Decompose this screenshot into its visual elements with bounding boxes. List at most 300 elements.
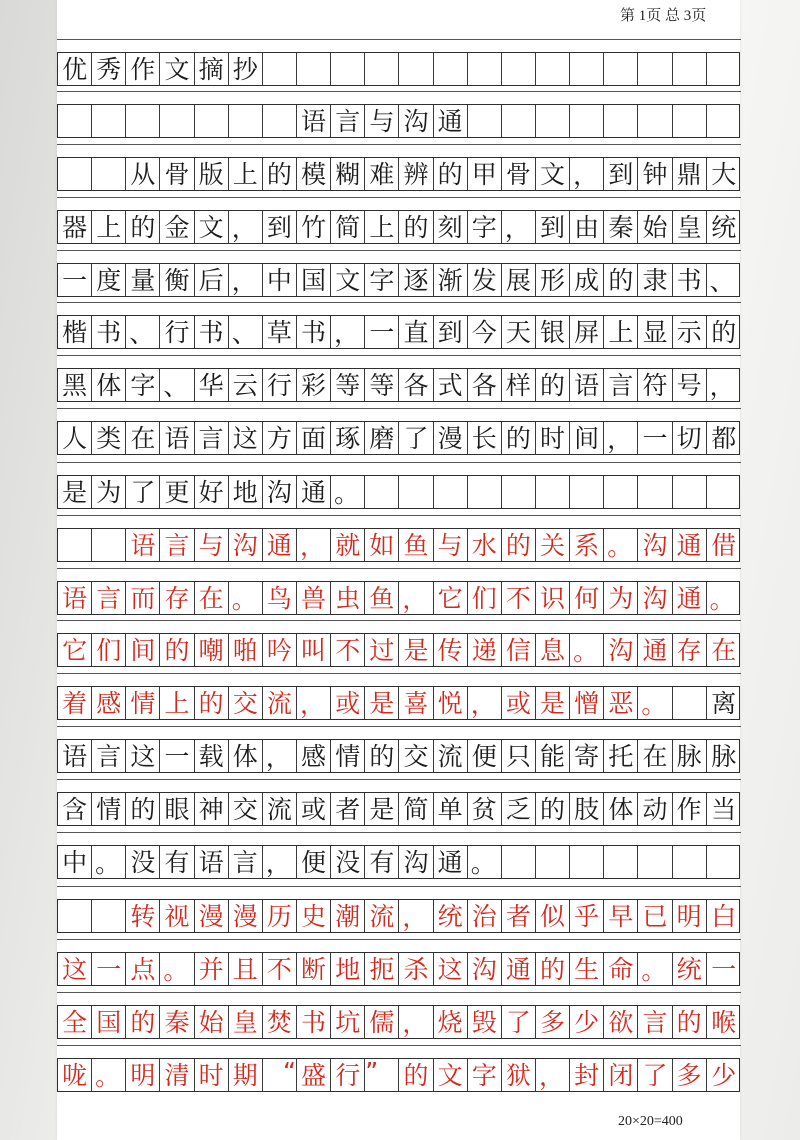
grid-cell: 体 (229, 740, 263, 772)
grid-cell: 与 (365, 105, 399, 137)
grid-cell: 琢 (331, 422, 365, 454)
grid-cell: 封 (570, 1059, 604, 1091)
grid-cell: 沟 (399, 846, 433, 878)
grid-cell (570, 53, 604, 85)
grid-cell: 。 (468, 846, 502, 878)
grid-cell: 关 (536, 529, 570, 561)
grid-row (57, 952, 740, 986)
grid-cell: 能 (536, 740, 570, 772)
grid-cell: 信 (502, 634, 536, 666)
grid-cell: 上 (160, 687, 194, 719)
grid-cell: 是 (365, 793, 399, 825)
grid-cell: 的 (502, 422, 536, 454)
grid-cell: 模 (297, 158, 331, 190)
grid-cell: 嘲 (195, 634, 229, 666)
grid-cell: 展 (502, 264, 536, 296)
grid-cell (297, 53, 331, 85)
grid-cell: 转 (126, 900, 160, 932)
grid-cell (331, 53, 365, 85)
grid-cell: 钟 (638, 158, 672, 190)
grid-cell: 早 (604, 900, 638, 932)
grid-cell: 吟 (263, 634, 297, 666)
grid-cell (195, 105, 229, 137)
grid-cell: 草 (263, 316, 297, 348)
grid-cell: 与 (195, 529, 229, 561)
grid-cell: 坑 (331, 1006, 365, 1038)
grid-row (57, 210, 740, 244)
grid-cell (468, 476, 502, 508)
grid-cell: ” (365, 1059, 399, 1091)
grid-cell: 统 (434, 900, 468, 932)
grid-cell: 了 (399, 422, 433, 454)
grid-cell: 便 (297, 846, 331, 878)
grid-cell: 感 (92, 687, 126, 719)
grid-cell (570, 476, 604, 508)
grid-cell: 多 (673, 1059, 707, 1091)
grid-cell (365, 476, 399, 508)
grid-cell: 直 (399, 316, 433, 348)
grid-cell: 鱼 (365, 582, 399, 614)
grid-cell: 。 (229, 582, 263, 614)
grid-cell: 眼 (160, 793, 194, 825)
grid-row (57, 899, 740, 933)
grid-cell: 虫 (331, 582, 365, 614)
grid-cell: 交 (399, 740, 433, 772)
grid-cell: 的 (536, 369, 570, 401)
grid-cell (570, 846, 604, 878)
grid-cell: 沟 (399, 105, 433, 137)
grid-cell: 书 (673, 264, 707, 296)
grid-cell (638, 105, 672, 137)
grid-cell: 言 (195, 422, 229, 454)
grid-cell: 间 (126, 634, 160, 666)
grid-cell: 是 (399, 634, 433, 666)
grid-cell: 。 (92, 1059, 126, 1091)
grid-cell: 或 (297, 793, 331, 825)
grid-cell: 骨 (502, 158, 536, 190)
grid-cell: 恶 (604, 687, 638, 719)
grid-cell: 语 (126, 529, 160, 561)
grid-cell (536, 105, 570, 137)
grid-cell: 书 (297, 1006, 331, 1038)
grid-cell: 字 (126, 369, 160, 401)
grid-cell: 糊 (331, 158, 365, 190)
grid-cell: 在 (126, 422, 160, 454)
grid-cell: ， (502, 211, 536, 243)
grid-cell: 啪 (229, 634, 263, 666)
grid-cell: 不 (263, 953, 297, 985)
grid-cell (638, 476, 672, 508)
grid-cell: 存 (160, 582, 194, 614)
grid-cell: 有 (160, 846, 194, 878)
grid-cell: 秦 (604, 211, 638, 243)
grid-cell: 。 (570, 634, 604, 666)
grid-cell: 黑 (58, 369, 92, 401)
grid-cell: 传 (434, 634, 468, 666)
grid-cell: 治 (468, 900, 502, 932)
grid-capacity-label: 20×20=400 (618, 1114, 683, 1129)
grid-cell: ， (263, 846, 297, 878)
grid-cell: 行 (331, 1059, 365, 1091)
grid-cell: 骨 (160, 158, 194, 190)
grid-cell: 潮 (331, 900, 365, 932)
grid-cell: 的 (160, 634, 194, 666)
grid-cell: 方 (263, 422, 297, 454)
grid-cell: 间 (570, 422, 604, 454)
grid-cell: 着 (58, 687, 92, 719)
grid-cell: 显 (638, 316, 672, 348)
grid-cell: 人 (58, 422, 92, 454)
grid-cell: 情 (126, 687, 160, 719)
grid-cell: 各 (399, 369, 433, 401)
grid-cell: 行 (160, 316, 194, 348)
grid-cell (434, 476, 468, 508)
grid-cell: 断 (297, 953, 331, 985)
grid-cell: 语 (58, 740, 92, 772)
grid-cell (604, 476, 638, 508)
grid-cell: 与 (434, 529, 468, 561)
grid-cell: 。 (638, 687, 672, 719)
grid-cell: 书 (297, 316, 331, 348)
grid-cell: 统 (673, 953, 707, 985)
grid-cell: 喜 (399, 687, 433, 719)
grid-cell: 语 (58, 582, 92, 614)
grid-cell: 多 (536, 1006, 570, 1038)
grid-cell: 情 (92, 793, 126, 825)
grid-cell: 一 (160, 740, 194, 772)
grid-cell: ， (331, 316, 365, 348)
grid-cell: 咙 (58, 1059, 92, 1091)
grid-cell: 少 (570, 1006, 604, 1038)
grid-cell: 量 (126, 264, 160, 296)
grid-cell: 全 (58, 1006, 92, 1038)
grid-cell: 。 (331, 476, 365, 508)
grid-cell: 焚 (263, 1006, 297, 1038)
grid-cell: 漫 (434, 422, 468, 454)
grid-cell: 毁 (468, 1006, 502, 1038)
grid-cell: 闭 (604, 1059, 638, 1091)
grid-row (57, 52, 740, 86)
grid-cell: 逐 (399, 264, 433, 296)
grid-cell (604, 846, 638, 878)
grid-cell: 器 (58, 211, 92, 243)
grid-cell (638, 846, 672, 878)
grid-cell: 语 (160, 422, 194, 454)
grid-cell: 语 (570, 369, 604, 401)
grid-cell (365, 53, 399, 85)
grid-cell: 的 (263, 158, 297, 190)
grid-cell: 通 (673, 529, 707, 561)
grid-cell (536, 53, 570, 85)
grid-cell: 似 (536, 900, 570, 932)
grid-cell: ， (709, 372, 735, 401)
grid-cell: ， (229, 264, 263, 296)
grid-cell: 式 (434, 369, 468, 401)
grid-cell: 统 (711, 212, 737, 242)
grid-cell: 递 (468, 634, 502, 666)
grid-cell: 言 (604, 369, 638, 401)
grid-cell: 皇 (229, 1006, 263, 1038)
grid-cell: 水 (468, 529, 502, 561)
grid-cell: 通 (263, 529, 297, 561)
grid-cell: 白 (711, 901, 737, 931)
grid-cell: 了 (126, 476, 160, 508)
grid-cell: ， (399, 582, 433, 614)
grid-cell (536, 476, 570, 508)
grid-cell: 号 (673, 369, 707, 401)
grid-cell: 后 (195, 264, 229, 296)
grid-cell: 。 (92, 846, 126, 878)
grid-cell: ， (604, 422, 638, 454)
grid-cell: 秦 (160, 1006, 194, 1038)
grid-cell: 云 (229, 369, 263, 401)
grid-cell: 渐 (434, 264, 468, 296)
grid-cell: 语 (297, 105, 331, 137)
grid-cell: 言 (229, 846, 263, 878)
grid-cell: 漫 (229, 900, 263, 932)
grid-cell: 已 (638, 900, 672, 932)
grid-cell: 喉 (711, 1007, 737, 1037)
grid-cell: ， (468, 687, 502, 719)
grid-cell: 体 (604, 793, 638, 825)
grid-cell: 者 (331, 793, 365, 825)
grid-cell (434, 53, 468, 85)
grid-cell: 为 (604, 582, 638, 614)
grid-cell: 竹 (297, 211, 331, 243)
grid-cell: 点 (126, 953, 160, 985)
grid-cell: 且 (229, 953, 263, 985)
grid-cell: 狱 (502, 1059, 536, 1091)
grid-cell: ， (263, 740, 297, 772)
grid-cell (502, 846, 536, 878)
grid-cell: 流 (434, 740, 468, 772)
grid-cell: 符 (638, 369, 672, 401)
grid-row (57, 104, 740, 138)
grid-cell: 通 (673, 582, 707, 614)
grid-cell: 一 (711, 954, 737, 984)
grid-cell: 或 (331, 687, 365, 719)
grid-cell: 体 (92, 369, 126, 401)
grid-cell: 楷 (58, 316, 92, 348)
grid-cell: 、 (126, 316, 160, 348)
grid-cell (468, 105, 502, 137)
grid-cell: 了 (502, 1006, 536, 1038)
grid-cell: 它 (434, 582, 468, 614)
grid-cell (707, 53, 741, 85)
grid-cell: 文 (160, 53, 194, 85)
grid-cell (92, 900, 126, 932)
grid-cell: 历 (263, 900, 297, 932)
grid-cell: 杀 (399, 953, 433, 985)
grid-cell: 沟 (604, 634, 638, 666)
grid-row (57, 421, 740, 455)
grid-cell: 鼎 (673, 158, 707, 190)
grid-cell: 通 (434, 846, 468, 878)
grid-cell: 了 (638, 1059, 672, 1091)
grid-cell: 神 (195, 793, 229, 825)
grid-cell: 天 (502, 316, 536, 348)
grid-cell: 摘 (195, 53, 229, 85)
grid-cell: 皇 (673, 211, 707, 243)
grid-cell: 。 (638, 953, 672, 985)
grid-cell: 乏 (502, 793, 536, 825)
grid-cell: “ (263, 1059, 297, 1091)
grid-cell: 叫 (297, 634, 331, 666)
grid-cell: 交 (229, 687, 263, 719)
grid-cell: 甲 (468, 158, 502, 190)
grid-cell: 如 (365, 529, 399, 561)
grid-cell: 视 (160, 900, 194, 932)
grid-cell: 上 (92, 211, 126, 243)
grid-cell: 载 (195, 740, 229, 772)
grid-cell: 、 (160, 369, 194, 401)
grid-cell: 书 (92, 316, 126, 348)
grid-cell: 版 (195, 158, 229, 190)
grid-cell: 的 (502, 529, 536, 561)
grid-row (57, 739, 740, 773)
grid-cell: 中 (263, 264, 297, 296)
grid-cell: 到 (434, 316, 468, 348)
grid-cell: 隶 (638, 264, 672, 296)
grid-cell: 地 (331, 953, 365, 985)
grid-cell: 交 (229, 793, 263, 825)
grid-row (57, 581, 740, 615)
grid-cell: 流 (263, 687, 297, 719)
grid-cell: 离 (711, 688, 737, 718)
grid-row (57, 528, 740, 562)
grid-cell: 。 (709, 585, 735, 614)
grid-cell: 言 (92, 582, 126, 614)
grid-cell: 大 (711, 159, 737, 189)
grid-cell (92, 529, 126, 561)
grid-cell: 悦 (434, 687, 468, 719)
grid-row (57, 263, 740, 297)
grid-cell: 的 (126, 1006, 160, 1038)
grid-cell: ， (229, 211, 263, 243)
grid-cell: 行 (263, 369, 297, 401)
grid-cell: 识 (536, 582, 570, 614)
grid-cell: 鱼 (399, 529, 433, 561)
grid-cell: 不 (331, 634, 365, 666)
grid-cell: 的 (399, 1059, 433, 1091)
grid-row (57, 633, 740, 667)
grid-cell: 含 (58, 793, 92, 825)
grid-cell (263, 105, 297, 137)
grid-cell: 期 (229, 1059, 263, 1091)
grid-cell: 言 (160, 529, 194, 561)
grid-cell: 地 (229, 476, 263, 508)
grid-cell: 通 (638, 634, 672, 666)
grid-cell: 到 (263, 211, 297, 243)
grid-cell: 的 (711, 317, 737, 347)
grid-cell: ， (536, 1059, 570, 1091)
grid-cell: 辨 (399, 158, 433, 190)
grid-cell: 们 (92, 634, 126, 666)
grid-cell: 面 (297, 422, 331, 454)
grid-cell: 的 (673, 1006, 707, 1038)
grid-cell: 字 (468, 211, 502, 243)
grid-cell: 并 (195, 953, 229, 985)
grid-cell: 感 (297, 740, 331, 772)
grid-cell: 明 (126, 1059, 160, 1091)
grid-cell: 到 (604, 158, 638, 190)
grid-cell: 清 (160, 1059, 194, 1091)
grid-cell: 类 (92, 422, 126, 454)
grid-row (57, 845, 740, 879)
grid-cell: 华 (195, 369, 229, 401)
grid-cell: 乎 (570, 900, 604, 932)
grid-row (57, 1005, 740, 1039)
grid-cell (707, 476, 741, 508)
grid-cell: 贫 (468, 793, 502, 825)
grid-cell (229, 105, 263, 137)
grid-cell: 作 (673, 793, 707, 825)
grid-cell: 没 (331, 846, 365, 878)
grid-row (57, 157, 740, 191)
grid-cell: 等 (365, 369, 399, 401)
grid-cell: 的 (195, 687, 229, 719)
grid-cell: 国 (92, 1006, 126, 1038)
grid-cell: 息 (536, 634, 570, 666)
grid-cell: 优 (58, 53, 92, 85)
grid-cell: 衡 (160, 264, 194, 296)
grid-cell: 沟 (263, 476, 297, 508)
grid-cell: ， (399, 900, 433, 932)
grid-cell: ， (297, 687, 331, 719)
grid-cell: 兽 (297, 582, 331, 614)
grid-row (57, 686, 740, 720)
grid-cell: 只 (502, 740, 536, 772)
grid-cell (58, 158, 92, 190)
grid-cell: 是 (365, 687, 399, 719)
grid-row (57, 792, 740, 826)
grid-cell (638, 53, 672, 85)
grid-cell: 少 (711, 1060, 737, 1090)
grid-cell: 的 (126, 793, 160, 825)
grid-cell: 国 (297, 264, 331, 296)
grid-cell: 单 (434, 793, 468, 825)
grid-cell: 发 (468, 264, 502, 296)
grid-cell: 盛 (297, 1059, 331, 1091)
grid-cell: 中 (58, 846, 92, 878)
grid-cell: 样 (502, 369, 536, 401)
grid-cell: 简 (399, 793, 433, 825)
grid-cell: 时 (536, 422, 570, 454)
grid-cell: 字 (365, 264, 399, 296)
grid-cell: 沟 (229, 529, 263, 561)
grid-cell: 儒 (365, 1006, 399, 1038)
grid-cell: 系 (570, 529, 604, 561)
grid-cell: 到 (536, 211, 570, 243)
grid-cell: 文 (536, 158, 570, 190)
grid-cell: 这 (229, 422, 263, 454)
grid-cell (502, 105, 536, 137)
grid-cell: 就 (331, 529, 365, 561)
grid-cell: 上 (365, 211, 399, 243)
grid-cell: 好 (195, 476, 229, 508)
grid-cell (468, 53, 502, 85)
grid-cell: 烧 (434, 1006, 468, 1038)
grid-cell: 通 (297, 476, 331, 508)
grid-cell: 从 (126, 158, 160, 190)
grid-cell: 为 (92, 476, 126, 508)
grid-cell: 脉 (711, 741, 737, 771)
grid-cell: 形 (536, 264, 570, 296)
grid-cell: 在 (711, 635, 737, 665)
grid-cell: 过 (365, 634, 399, 666)
grid-cell (399, 53, 433, 85)
grid-cell: ， (297, 529, 331, 561)
